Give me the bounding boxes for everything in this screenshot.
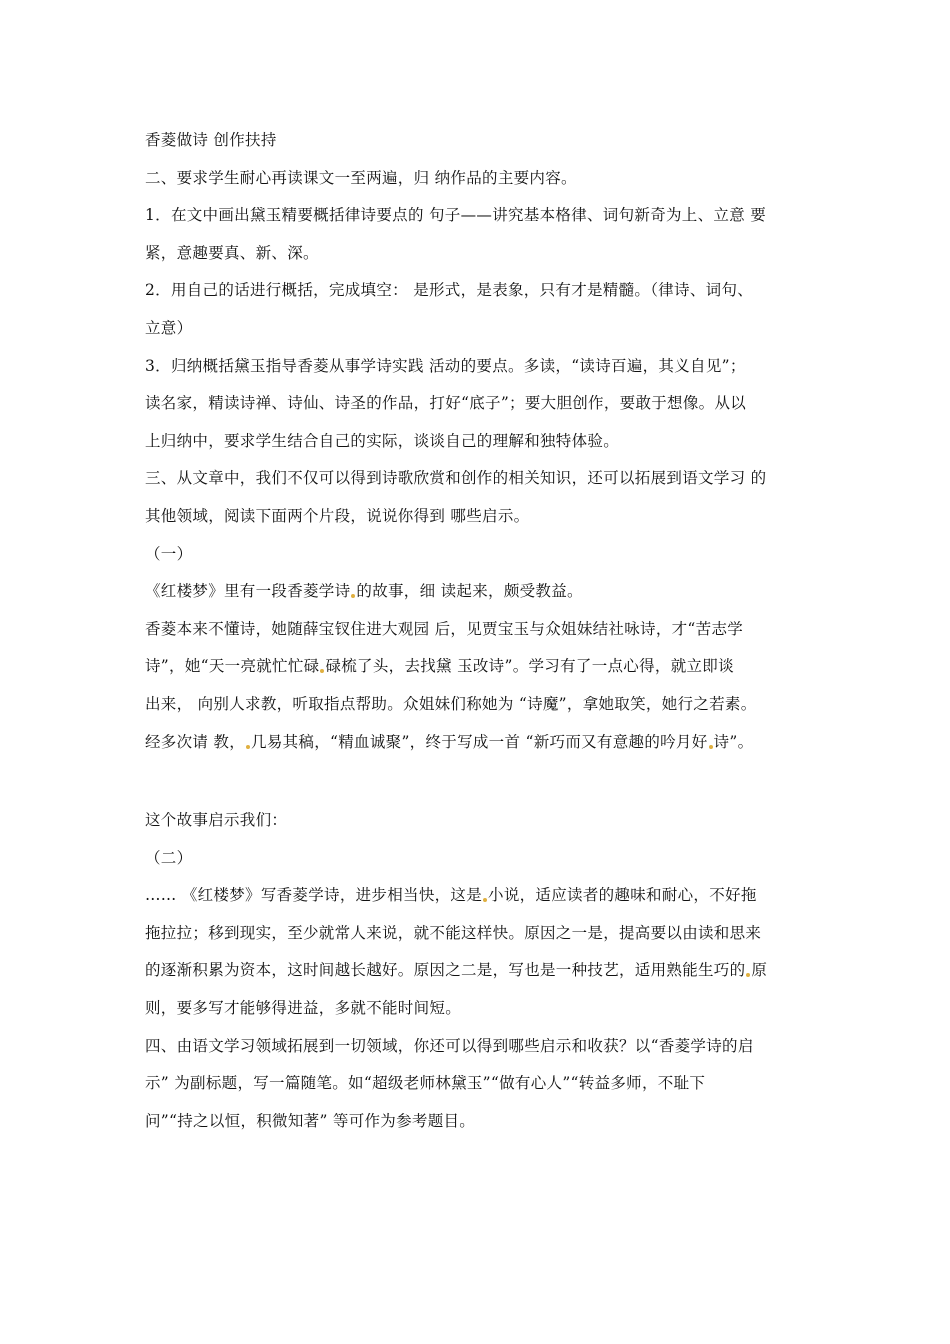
document-title: 香菱做诗 创作扶持 [145, 131, 277, 149]
section-2-heading: 二、要求学生耐心再读课文一至两遍，归 纳作品的主要内容。 [145, 168, 577, 187]
part-1-label: （一） [145, 544, 193, 563]
part-2-line-2: 拖拉拉；移到现实，至少就常人来说，就不能这样快。原因之一是，提高要以由读和思来 [145, 923, 762, 942]
section-4-line-3: 问”“持之以恒，积微知著” 等可作为参考题目。 [145, 1111, 476, 1130]
text-segment: 诗”。 [713, 732, 754, 751]
text-segment: 经多次请 教， [145, 732, 246, 751]
part-2-label: （二） [145, 848, 193, 867]
ink-dot [351, 594, 355, 598]
section-3-line-1: 三、从文章中，我们不仅可以得到诗歌欣赏和创作的相关知识，还可以拓展到语文学习 的 [145, 469, 767, 488]
text-segment: 《红楼梦》里有一段香菱学诗 [145, 582, 351, 601]
text-segment: 几易其稿，“精血诚聚”，终于写成一首 “新巧而又有意趣的吟月好 [251, 732, 708, 751]
section-2-item-3-line-3: 上归纳中，要求学生结合自己的实际，谈谈自己的理解和独特体验。 [145, 431, 620, 450]
text-segment: 的逐渐积累为资本，这时间越长越好。原因之二是，写也是一种技艺，适用熟能生巧的 [145, 961, 746, 980]
ink-dot [246, 745, 250, 749]
part-1-paragraph-2-line-2 [145, 648, 825, 686]
ink-dot [483, 898, 487, 902]
text-segment: 原 [751, 961, 768, 980]
section-2-item-1-line-2: 紧，意趣要真、新、深。 [145, 243, 319, 262]
section-2-item-3-line-2: 读名家，精读诗禅、诗仙、诗圣的作品，打好“底子”；要大胆创作，要敢于想像。从以 [145, 394, 747, 413]
section-2-item-2-line-2: 立意） [145, 318, 193, 337]
ink-dot [320, 669, 324, 673]
paragraph-gap [145, 761, 825, 802]
part-1-paragraph-2-line-4 [145, 724, 825, 762]
section-4-line-1: 四、由语文学习领域拓展到一切领域，你还可以得到哪些启示和收获？以“香菱学诗的启 [145, 1036, 754, 1055]
document-body [145, 122, 825, 1140]
part-2-line-4: 则，要多写才能够得进益，多就不能时间短。 [145, 999, 462, 1018]
text-segment: 的故事，细 读起来，颇受教益。 [356, 582, 583, 601]
section-2-item-3-line-1: 3．归纳概括黛玉指导香菱从事学诗实践 活动的要点。多读，“读诗百遍，其义自见”； [145, 356, 746, 375]
story-prompt: 这个故事启示我们： [145, 811, 288, 830]
section-4-line-2: 示” 为副标题，写一篇随笔。如“超级老师林黛玉”“做有心人”“转益多师，不耻下 [145, 1074, 706, 1093]
section-3-line-2: 其他领域，阅读下面两个片段，说说你得到 哪些启示。 [145, 506, 530, 525]
text-segment: …… 《红楼梦》写香菱学诗，进步相当快，这是 [145, 886, 483, 905]
ink-dot [746, 973, 750, 977]
ink-dot [709, 745, 713, 749]
section-2-item-1-line-1: 1．在文中画出黛玉精要概括律诗要点的 句子——讲究基本格律、词句新奇为上、立意 要 [145, 206, 767, 225]
part-2-line-1 [145, 877, 825, 915]
part-1-paragraph-2-line-1: 香菱本来不懂诗，她随薛宝钗住进大观园 后，见贾宝玉与众姐妹结社咏诗，才“苦志学 [145, 619, 744, 638]
part-1-paragraph-2-line-3: 出来， 向别人求教，听取指点帮助。众姐妹们称她为 “诗魔”，拿她取笑，她行之若素。 [145, 694, 757, 713]
part-1-paragraph-1 [145, 573, 825, 611]
text-segment: 碌梳了头，去找黛 玉改诗”。学习有了一点心得，就立即谈 [325, 657, 734, 676]
part-2-line-3 [145, 952, 825, 990]
text-segment: 小说，适应读者的趣味和耐心，不好拖 [488, 886, 757, 905]
section-2-item-2-line-1: 2．用自己的话进行概括，完成填空： 是形式，是表象，只有才是精髓。（律诗、词句、 [145, 281, 754, 300]
text-segment: 诗”，她“天一亮就忙忙碌 [145, 657, 320, 676]
